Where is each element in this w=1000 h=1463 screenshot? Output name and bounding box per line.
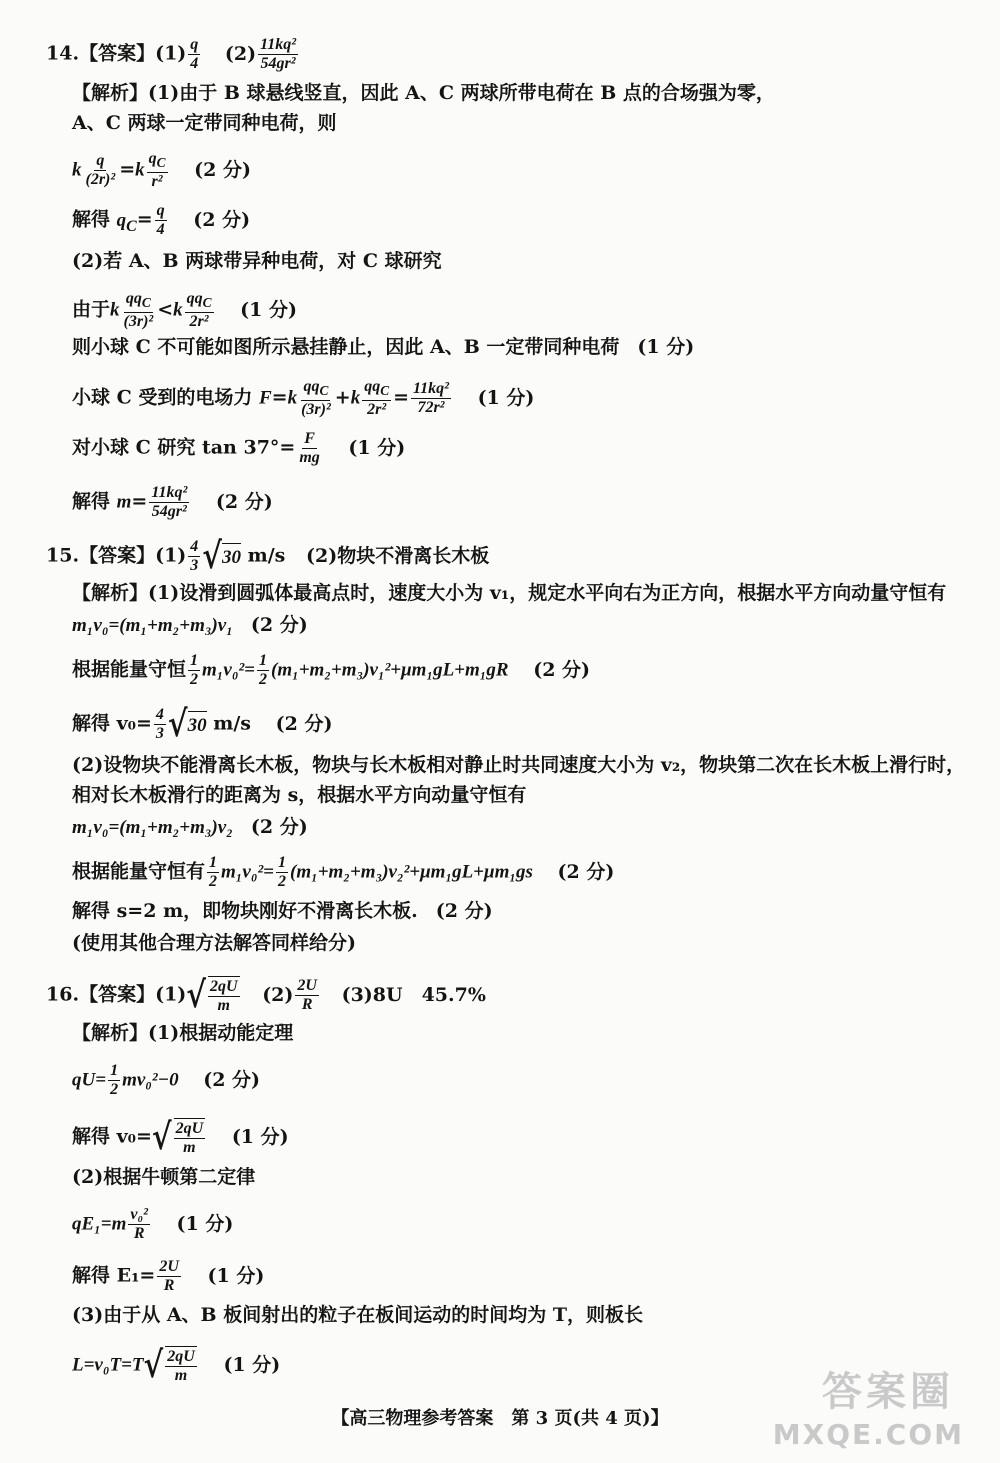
q15-text-line10: (使用其他合理方法解答同样给分) xyxy=(72,932,356,954)
watermark-text: 答案圈 xyxy=(822,1369,954,1415)
answer-tag: 【答案】 xyxy=(79,544,156,567)
points: (2 分) xyxy=(275,712,333,735)
q14-text-line6 xyxy=(72,334,694,360)
points: (2 分) xyxy=(250,614,308,636)
q16-eq2: 解得 v₀= √ 2qU m (1 分) xyxy=(72,1115,289,1158)
points: (1 分) xyxy=(176,1212,234,1235)
equation: m₁v₀=(m₁+m₂+m₃)v₁ xyxy=(72,615,233,636)
points: (2 分) xyxy=(215,490,273,513)
q15-eq1 xyxy=(72,612,308,639)
q14-eq3: 由于k $qq_C$ (3r)² <k $qq_C$ 2r² (1 分) xyxy=(72,290,297,331)
equation: (m₁+m₂+m₃)v₁²+μm₁gL+m₁gR xyxy=(271,659,509,681)
q14-text-line4: (2)若 A、B 两球带异种电荷，对 C 球研究 xyxy=(72,250,442,272)
points: (2 分) xyxy=(435,900,493,922)
points: (2 分) xyxy=(194,158,251,181)
text: 解得 s=2 m，即物块刚好不滑离长木板. xyxy=(72,900,418,922)
q15-analysis-line1 xyxy=(72,580,946,606)
text: (1)由于 B 球悬线竖直，因此 A、C 两球所带电荷在 B 点的合场强为零， xyxy=(148,82,775,104)
text: 根据能量守恒有 xyxy=(72,860,206,883)
text: 则小球 C 不可能如图所示悬挂静止，因此 A、B 一定带同种电荷 xyxy=(72,336,620,358)
points: (2 分) xyxy=(533,658,591,681)
text: 解得 v₀= xyxy=(72,712,152,735)
text: (2)物块不滑离长木板 xyxy=(306,544,490,567)
text: 根据能量守恒 xyxy=(72,658,187,681)
q15-text-line9 xyxy=(72,898,493,924)
answer-tag: 【答案】 xyxy=(79,42,156,65)
points: (1 分) xyxy=(637,336,695,358)
q16-number: 16. xyxy=(46,983,80,1006)
q16-text-line7: (3)由于从 A、B 板间射出的粒子在板间运动的时间均为 T，则板长 xyxy=(72,1304,643,1326)
q16-analysis-line1 xyxy=(72,1020,293,1046)
points: (2 分) xyxy=(250,816,308,838)
watermark-url: MXQE.COM xyxy=(772,1418,964,1451)
text: 对小球 C 研究 tan 37°= xyxy=(72,436,296,459)
watermark-logo xyxy=(772,1360,982,1460)
equation: m₁v₀²= xyxy=(221,861,274,883)
points: (1 分) xyxy=(207,1264,265,1287)
q14-eq5: 对小球 C 研究 tan 37°= $\frac{F}{mg}$ (1 分) xyxy=(72,430,406,466)
q15-eq2: 根据能量守恒 $\frac{1}{2}$ m₁v₀²= $\frac{1}{2}$ (m₁+m₂+m₃)v₁²+μm₁gL+m₁gR (2 分) xyxy=(72,652,591,688)
q14-eq2: 解得 $q_C=$ $\frac{q}{4}$ (2 分) xyxy=(72,202,251,238)
part-label: (1) xyxy=(155,983,187,1006)
equation: L=v₀T=T xyxy=(72,1354,144,1376)
text: 解得 v₀= xyxy=(72,1125,152,1148)
part-label: (2) xyxy=(262,983,294,1006)
points: (1 分) xyxy=(240,298,297,321)
q14-eq1: k $\frac{q}{\text{(2r)²}}$ =k $\frac{q_C}{\text{r²}}$ (2 分) xyxy=(72,150,251,191)
q14-analysis-line1 xyxy=(72,80,775,106)
points: (1 分) xyxy=(477,386,535,409)
q16-eq4: 解得 E₁= $\frac{2U}{R}$ (1 分) xyxy=(72,1258,265,1294)
points: (1 分) xyxy=(348,436,406,459)
text: (1)根据动能定理 xyxy=(148,1022,294,1044)
text: 解得 xyxy=(72,490,111,513)
q14-eq4: 小球 C 受到的电场力 F=k $qq_C$ (3r)² +k $qq_C$ 2r² = $\frac{\text{11kq²}}{\text{72r²}}$ (1 分) xyxy=(72,378,535,419)
q15-answer-line: 15.【答案】(1) $\frac{4}{3}$ √ 30 m/s (2)物块不滑离长木板 xyxy=(46,534,490,577)
points: (2 分) xyxy=(557,860,615,883)
points: (2 分) xyxy=(203,1068,261,1091)
text: (1)设滑到圆弧体最高点时，速度大小为 v₁，规定水平向右为正方向，根据水平方向动量守恒有 xyxy=(148,582,947,604)
answer-tag: 【答案】 xyxy=(79,983,156,1006)
q16-eq1: qU= $\frac{1}{2}$ mv₀²−0 (2 分) xyxy=(72,1062,261,1098)
equation: m₁v₀=(m₁+m₂+m₃)v₂ xyxy=(72,817,233,838)
equation: mv₀²−0 xyxy=(122,1069,179,1091)
equation: qU= xyxy=(72,1069,107,1091)
q14-eq6: 解得 m= $\frac{\text{11kq²}}{\text{54gr²}}$ (2 分) xyxy=(72,484,273,520)
q15-number: 15. xyxy=(46,544,80,567)
text: 解得 E₁= xyxy=(72,1264,156,1287)
fraction: $\frac{q}{4}$ xyxy=(190,36,199,72)
analysis-tag: 【解析】 xyxy=(72,582,149,604)
q14-text-line2: A、C 两球一定带同种电荷，则 xyxy=(72,112,337,134)
q16-eq5: L=v₀T=T √ 2qU m (1 分) xyxy=(72,1343,281,1386)
points: (1 分) xyxy=(231,1125,289,1148)
q15-text-line5: (2)设物块不能滑离长木板，物块与长木板相对静止时共同速度大小为 v₂，物块第二次在长木板上滑行时， xyxy=(72,754,966,776)
equation: m₁v₀²= xyxy=(202,659,255,681)
q14-number: 14. xyxy=(46,42,80,65)
text: 由于 xyxy=(72,298,111,321)
page-footer: 【高三物理参考答案 第 3 页(共 4 页)】 xyxy=(331,1408,669,1429)
analysis-tag: 【解析】 xyxy=(72,82,149,104)
equation: (m₁+m₂+m₃)v₂²+μm₁gL+μm₁gs xyxy=(290,861,533,883)
part-label: (1) xyxy=(155,544,187,567)
points: (1 分) xyxy=(223,1353,281,1376)
fraction: $\frac{\text{11kq²}}{\text{54gr²}}$ xyxy=(260,36,297,72)
text: 解得 xyxy=(72,208,111,231)
analysis-tag: 【解析】 xyxy=(72,1022,149,1044)
q14-answer-line xyxy=(46,36,300,73)
text: 小球 C 受到的电场力 xyxy=(72,386,253,409)
unit: m/s xyxy=(247,544,286,567)
q15-eq5: 根据能量守恒有 $\frac{1}{2}$ m₁v₀²= $\frac{1}{2}$ (m₁+m₂+m₃)v₂²+μm₁gL+μm₁gs (2 分) xyxy=(72,854,615,890)
unit: m/s xyxy=(213,712,251,735)
part-label: (1) xyxy=(155,42,187,65)
points: (2 分) xyxy=(193,208,251,231)
q15-text-line6: 相对长木板滑行的距离为 s，根据水平方向动量守恒有 xyxy=(72,784,527,806)
q15-eq4 xyxy=(72,814,308,841)
q16-answer-line: 16.【答案】(1) √ 2qU m (2) $\frac{2U}{R}$ (3)8U 45.7% xyxy=(46,973,486,1016)
text: (3)8U 45.7% xyxy=(341,983,486,1006)
q16-text-line4: (2)根据牛顿第二定律 xyxy=(72,1166,256,1188)
part-label: (2) xyxy=(224,42,257,65)
q15-eq3: 解得 v₀= $\frac{4}{3}$ √ 30 m/s (2 分) xyxy=(72,702,333,745)
q16-eq3: qE₁=m $\frac{\text{v₀²}}{R}$ (1 分) xyxy=(72,1206,234,1242)
equation: qE₁=m xyxy=(72,1213,127,1235)
